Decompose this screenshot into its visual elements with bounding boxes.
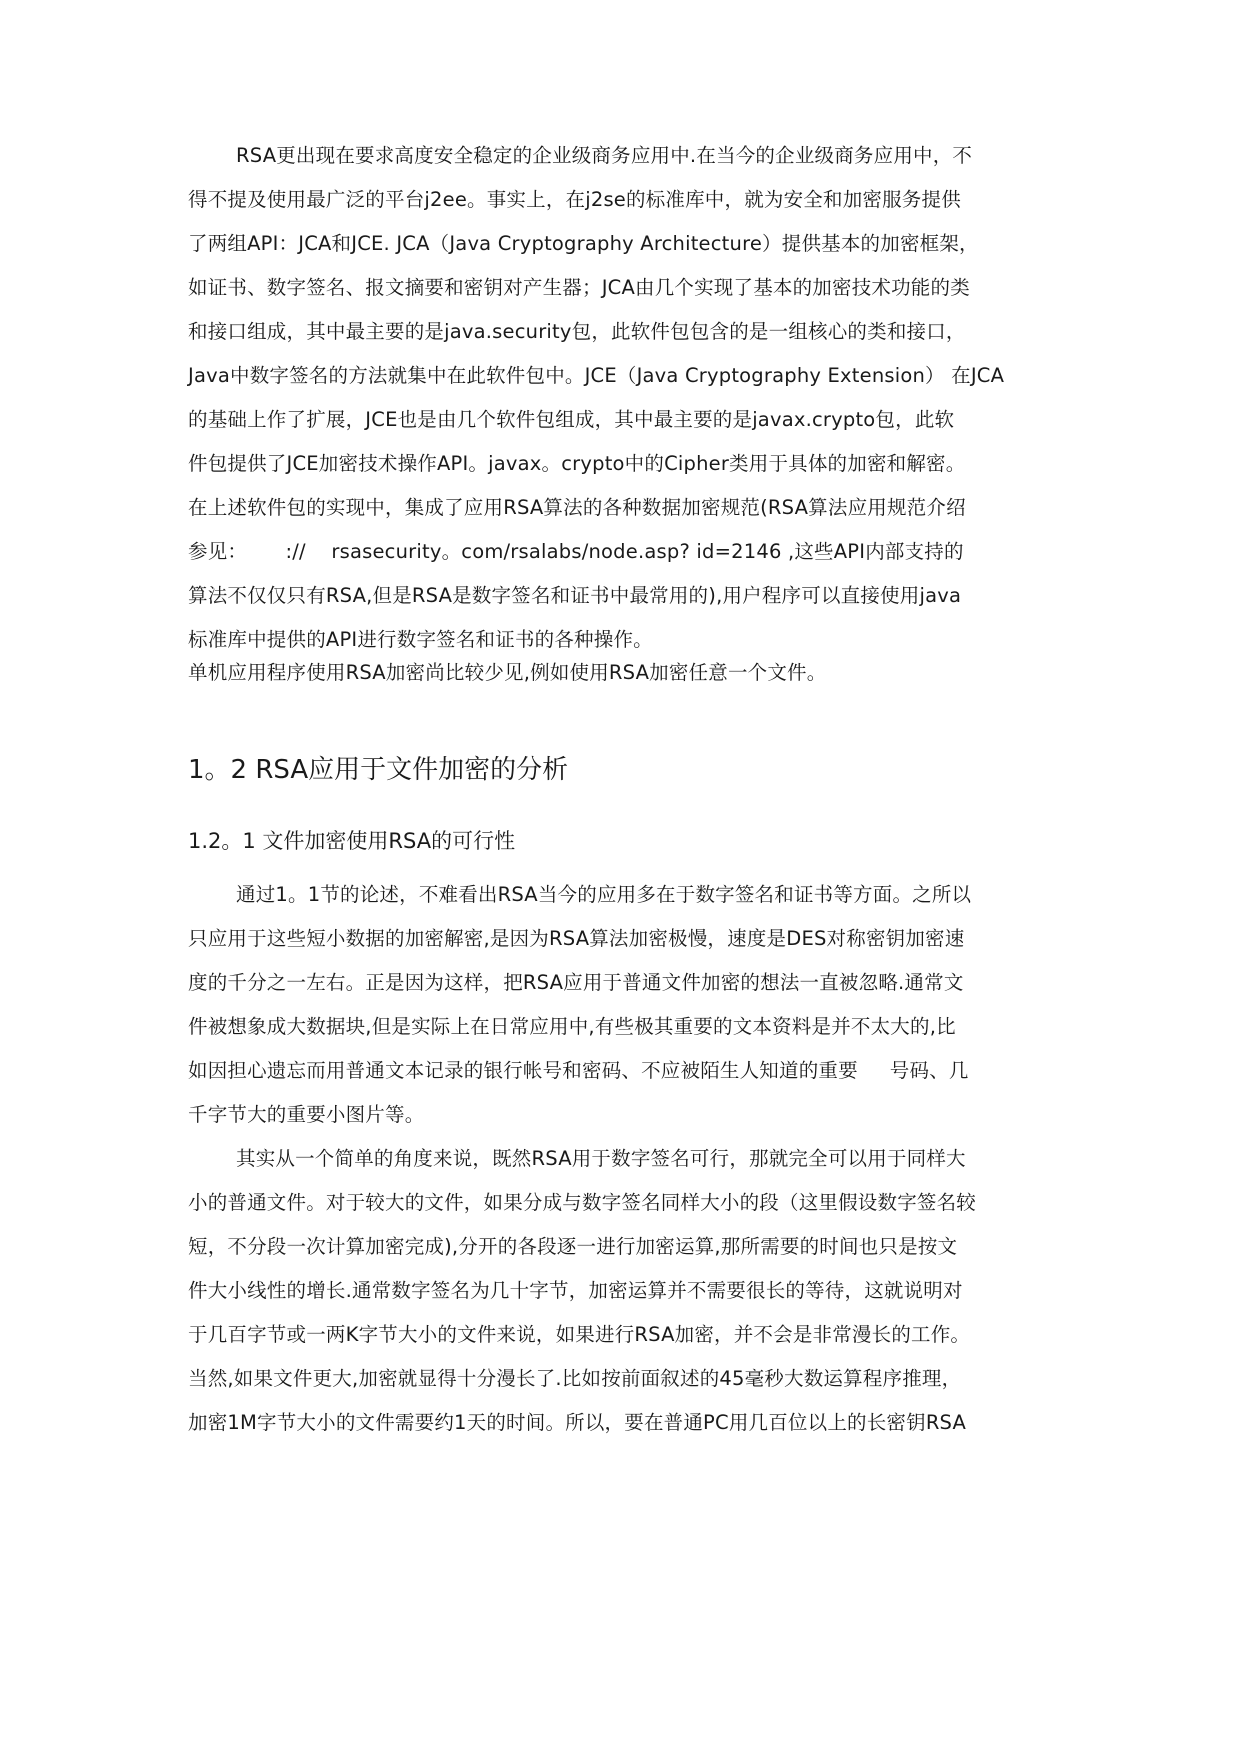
paragraph-line: 单机应用程序使用RSA加密尚比较少见,例如使用RSA加密任意一个文件。 <box>188 661 827 684</box>
section-heading: 1。2 RSA应用于文件加密的分析 <box>188 755 569 785</box>
paragraph-line: 当然,如果文件更大,加密就显得十分漫长了.比如按前面叙述的45毫秒大数运算程序推理， <box>188 1367 962 1390</box>
paragraph-line: 只应用于这些短小数据的加密解密,是因为RSA算法加密极慢，速度是DES对称密钥加密速 <box>188 927 965 950</box>
paragraph-line: 度的千分之一左右。正是因为这样，把RSA应用于普通文件加密的想法一直被忽略.通常文 <box>188 971 964 994</box>
paragraph-line: 算法不仅仅只有RSA,但是RSA是数字签名和证书中最常用的),用户程序可以直接使用java <box>188 584 962 607</box>
paragraph-line: 于几百字节或一两K字节大小的文件来说，如果进行RSA加密，并不会是非常漫长的工作。 <box>188 1323 971 1346</box>
paragraph-line: 千字节大的重要小图片等。 <box>188 1103 425 1126</box>
paragraph-line: RSA更出现在要求高度安全稳定的企业级商务应用中.在当今的企业级商务应用中，不 <box>236 144 973 167</box>
subsection-heading: 1.2。1 文件加密使用RSA的可行性 <box>188 829 516 853</box>
paragraph-line: 短，不分段一次计算加密完成),分开的各段逐一进行加密运算,那所需要的时间也只是按文 <box>188 1235 958 1258</box>
paragraph-line: 得不提及使用最广泛的平台j2ee。事实上，在j2se的标准库中，就为安全和加密服务提供 <box>188 188 961 211</box>
paragraph-line: Java中数字签名的方法就集中在此软件包中。JCE（Java Cryptography Extension） 在JCA <box>188 364 1005 387</box>
paragraph-line: 加密1M字节大小的文件需要约1天的时间。所以，要在普通PC用几百位以上的长密钥RSA <box>188 1411 967 1434</box>
paragraph-line: 如因担心遗忘而用普通文本记录的银行帐号和密码、不应被陌生人知道的重要 号码、几 <box>188 1059 969 1082</box>
paragraph-line: 件包提供了JCE加密技术操作API。javax。crypto中的Cipher类用于具体的加密和解密。 <box>188 452 966 475</box>
paragraph-line: 通过1。1节的论述，不难看出RSA当今的应用多在于数字签名和证书等方面。之所以 <box>236 883 972 906</box>
paragraph-line: 参见： :// rsasecurity。com/rsalabs/node.asp? id=2146 ,这些API内部支持的 <box>188 540 964 563</box>
paragraph-line: 件大小线性的增长.通常数字签名为几十字节，加密运算并不需要很长的等待，这就说明对 <box>188 1279 963 1302</box>
paragraph-line: 在上述软件包的实现中，集成了应用RSA算法的各种数据加密规范(RSA算法应用规范介绍 <box>188 496 966 519</box>
paragraph-line: 的基础上作了扩展，JCE也是由几个软件包组成，其中最主要的是javax.crypto包，此软 <box>188 408 955 431</box>
paragraph-line: 其实从一个简单的角度来说，既然RSA用于数字签名可行，那就完全可以用于同样大 <box>236 1147 966 1170</box>
paragraph-line: 小的普通文件。对于较大的文件，如果分成与数字签名同样大小的段（这里假设数字签名较 <box>188 1191 977 1214</box>
paragraph-line: 如证书、数字签名、报文摘要和密钥对产生器；JCA由几个实现了基本的加密技术功能的类 <box>188 276 970 299</box>
paragraph-line: 和接口组成，其中最主要的是java.security包，此软件包包含的是一组核心的类和接口， <box>188 320 966 343</box>
paragraph-line: 了两组API：JCA和JCE. JCA（Java Cryptography Architecture）提供基本的加密框架， <box>188 232 979 255</box>
paragraph-line: 标准库中提供的API进行数字签名和证书的各种操作。 <box>188 628 653 651</box>
paragraph-line: 件被想象成大数据块,但是实际上在日常应用中,有些极其重要的文本资料是并不太大的,比 <box>188 1015 956 1038</box>
